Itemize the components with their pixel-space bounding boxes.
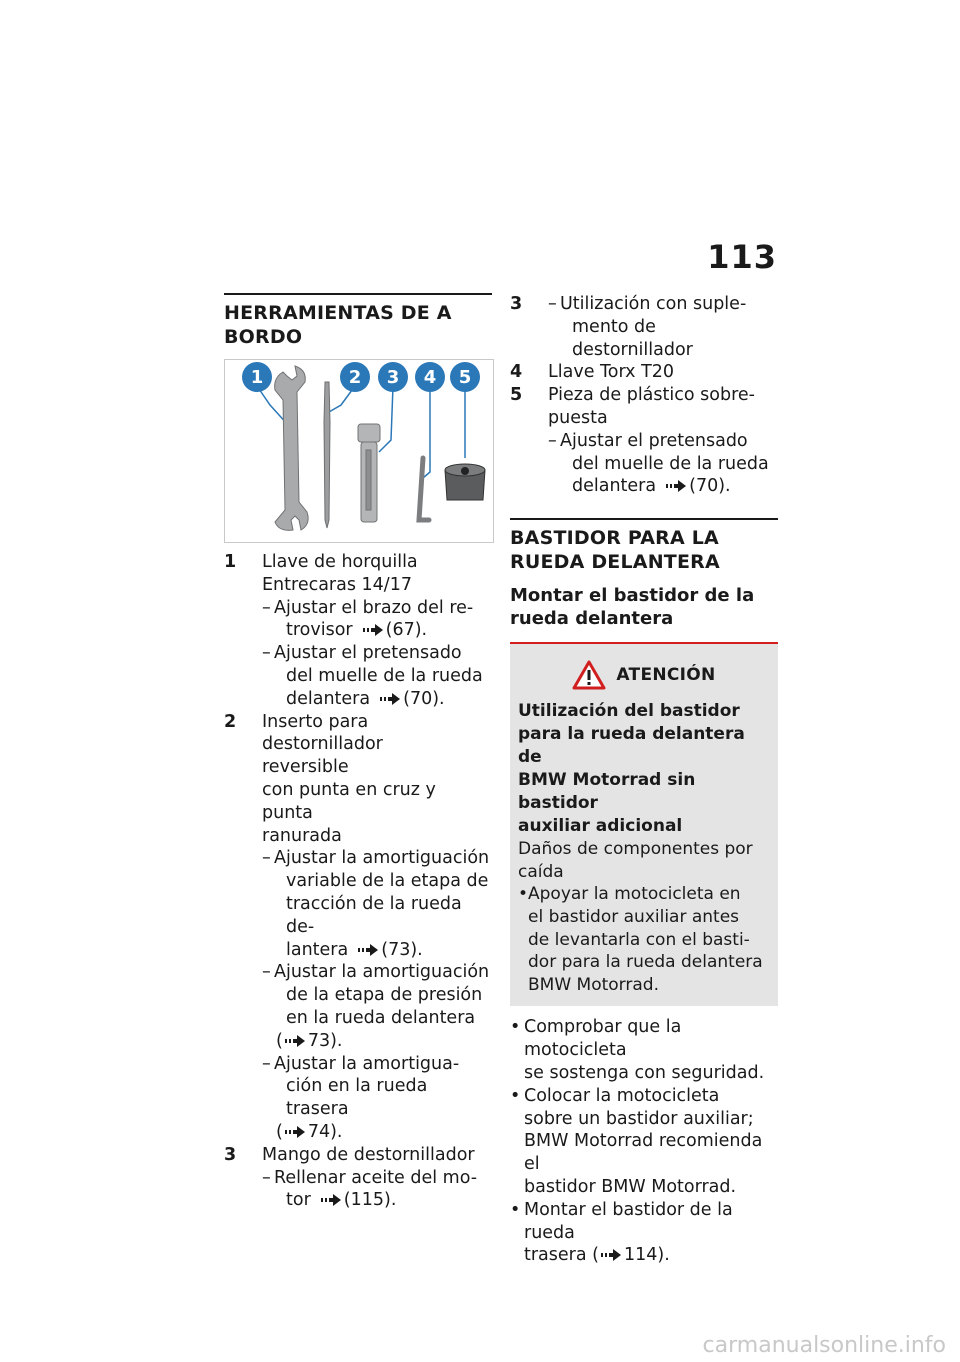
sub-line: delantera — [572, 476, 657, 497]
section-heading-tools: HERRAMIENTAS DE A BORDO — [224, 302, 452, 348]
item-number: 5 — [510, 385, 523, 406]
reference-arrow-icon — [363, 624, 383, 636]
reference-arrow-icon — [321, 1194, 341, 1206]
sub-line: Ajustar la amortiguación — [274, 848, 490, 869]
reference-arrow-icon — [380, 693, 400, 705]
list-item — [224, 1144, 492, 1167]
tools-list-continued — [510, 293, 778, 498]
item-line: ranurada — [262, 825, 342, 846]
reference-arrow-icon — [601, 1249, 621, 1261]
list-item — [224, 711, 492, 848]
callout-label-1: 1 — [250, 367, 264, 388]
callout-label-3: 3 — [386, 367, 400, 388]
sub-line: lantera — [286, 939, 349, 960]
list-item — [510, 384, 778, 430]
item-line: Pieza de plástico sobre- — [548, 385, 755, 406]
item-line: Entrecaras 14/17 — [262, 574, 412, 595]
page-reference-link[interactable]: (70). — [656, 476, 731, 496]
reference-arrow-icon — [358, 944, 378, 956]
item-number: 3 — [224, 1144, 237, 1165]
warning-box — [510, 642, 778, 1006]
sub-line: Ajustar la amortiguación — [274, 962, 490, 983]
item-line: puesta — [548, 407, 608, 428]
page-reference-link[interactable]: (115). — [311, 1190, 397, 1210]
item-number: 2 — [224, 711, 237, 732]
warning-bullet: • Apoyar la motocicleta en el bastidor auxiliar antes de levantarla con el basti- dor para la rueda delantera BMW Motorrad. — [518, 884, 763, 995]
sub-line: Utilización con suple- — [560, 294, 747, 314]
item-number: 1 — [224, 552, 237, 572]
sub-item: – Ajustar el pretensado del muelle de la rueda delantera (70). — [224, 642, 492, 710]
list-item — [510, 361, 778, 384]
sub-line: Rellenar aceite del mo- — [274, 1167, 478, 1188]
item-number: 4 — [510, 362, 523, 383]
section-heading-front-stand: BASTIDOR PARA LA RUEDA DELANTERA — [510, 527, 720, 574]
item-line: Llave de horquilla — [262, 552, 418, 572]
list-item — [224, 551, 492, 597]
sub-item: – Ajustar la amortigua- ción en la rueda trasera ( 74). — [224, 1053, 492, 1144]
sub-line: de la etapa de presión — [286, 985, 483, 1006]
sub-line: variable de la etapa de — [286, 871, 489, 892]
tools-list — [224, 551, 492, 1212]
sub-item: – Ajustar el pretensado del muelle de la rueda delantera (70). — [510, 430, 778, 498]
page-reference-link[interactable]: 114). — [599, 1245, 670, 1265]
warning-title: ATENCIÓN — [616, 665, 716, 686]
watermark-link[interactable]: carmanualsonline.info — [702, 1333, 946, 1358]
callout-label-4: 4 — [423, 367, 437, 388]
sub-line: ción en la rueda trasera — [286, 1076, 428, 1120]
sub-line: Ajustar el pretensado — [560, 430, 748, 451]
list-item: • Montar el bastidor de la rueda trasera ( 114). — [510, 1199, 733, 1266]
warning-triangle-icon — [572, 660, 606, 690]
section-rule — [510, 518, 778, 520]
page-reference-link[interactable]: ( 74). — [276, 1121, 343, 1142]
warning-description: Daños de componentes por caída — [518, 839, 753, 882]
sub-line: del muelle de la rueda — [572, 453, 769, 474]
callout-label-2: 2 — [348, 367, 362, 388]
reference-arrow-icon — [666, 480, 686, 492]
list-item: 3 – Utilización con suple- mento de destornillador — [510, 293, 778, 361]
item-line: con punta en cruz y punta — [262, 779, 436, 823]
reference-arrow-icon — [285, 1035, 305, 1047]
sub-line: tor — [286, 1190, 311, 1211]
callout-label-5: 5 — [458, 367, 472, 388]
reference-arrow-icon — [285, 1126, 305, 1138]
sub-line: tracción de la rueda de- — [286, 893, 462, 937]
warning-subtitle: Utilización del bastidor para la rueda delantera de BMW Motorrad sin bastidor auxiliar adicional — [518, 701, 745, 837]
page-reference-link[interactable]: (73). — [348, 940, 423, 960]
list-item: • Colocar la motocicleta sobre un bastidor auxiliar; BMW Motorrad recomienda el bastidor BMW Motorrad. — [510, 1085, 763, 1197]
item-line: reversible — [262, 757, 349, 778]
item-line: Inserto para destornillador — [262, 711, 383, 755]
sub-item: – Ajustar la amortiguación variable de la etapa de tracción de la rueda de- lantera (73). — [224, 847, 492, 961]
page-number: 113 — [707, 238, 777, 276]
tools-illustration — [225, 360, 493, 542]
list-item: • Comprobar que la motocicleta se sostenga con seguridad. — [510, 1017, 765, 1083]
page-reference-link[interactable]: (67). — [353, 620, 428, 640]
page-reference-link[interactable]: ( 73). — [276, 1030, 343, 1051]
sub-line: Ajustar la amortigua- — [274, 1053, 460, 1074]
section-rule — [224, 293, 492, 295]
sub-item: – Rellenar aceite del mo- tor (115). — [262, 1167, 478, 1211]
subsection-heading: Montar el bastidor de la rueda delantera — [510, 585, 755, 630]
item-line: Llave Torx T20 — [548, 362, 675, 383]
right-column — [510, 293, 778, 1267]
sub-line: del muelle de la rueda — [286, 665, 483, 686]
item-number: 3 — [510, 294, 523, 314]
sub-line: trovisor — [286, 620, 353, 641]
left-column — [224, 293, 492, 1212]
instruction-list — [510, 1016, 778, 1267]
page-reference-link[interactable]: (70). — [370, 689, 445, 709]
sub-item: – Ajustar la amortiguación de la etapa de presión en la rueda delantera ( 73). — [224, 961, 492, 1052]
item-line: Mango de destornillador — [262, 1144, 475, 1165]
sub-line: Ajustar el pretensado — [274, 643, 462, 664]
sub-line: Ajustar el brazo del re- — [274, 597, 474, 618]
sub-line: delantera — [286, 688, 371, 709]
sub-line: mento de destornillador — [572, 316, 693, 360]
sub-item: – Ajustar el brazo del re- trovisor (67). — [262, 597, 474, 641]
sub-line: en la rueda delantera — [286, 1007, 476, 1028]
tools-figure — [224, 359, 494, 543]
